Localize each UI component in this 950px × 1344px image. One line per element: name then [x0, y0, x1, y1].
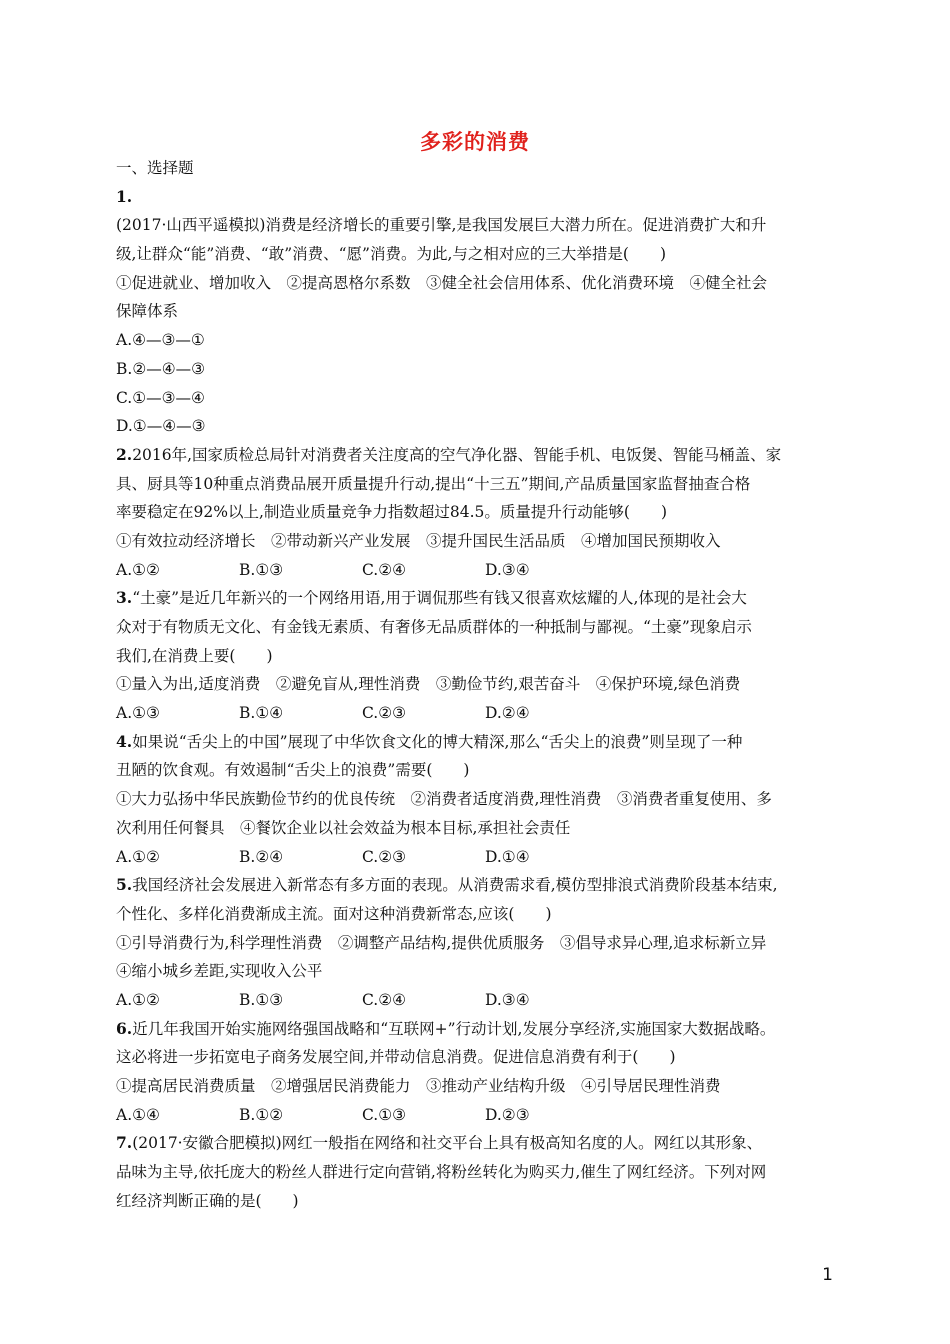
question-stem-line — [116, 728, 834, 757]
option-c: C.②③ — [362, 847, 407, 866]
page-number: 1 — [822, 1265, 833, 1285]
option-row — [116, 556, 834, 585]
question-items-line: ①促进就业、增加收入 ②提高恩格尔系数 ③健全社会信用体系、优化消费环境 ④健全社会 — [116, 273, 768, 292]
question-stem-line: 我们,在消费上要( ) — [116, 646, 273, 665]
question-stem-text: 近几年我国开始实施网络强国战略和“互联网+”行动计划,发展分享经济,实施国家大数据战略。 — [132, 1019, 776, 1038]
option-b: B.①② — [239, 1105, 284, 1124]
option-a: A.①② — [116, 560, 160, 579]
option-row — [116, 1101, 834, 1130]
option-a: A.①② — [116, 847, 160, 866]
option-b: B.①③ — [239, 990, 284, 1009]
question-stem-line: 丑陋的饮食观。有效遏制“舌尖上的浪费”需要( ) — [116, 761, 470, 780]
question-stem-line — [116, 584, 834, 613]
option-c: C.②③ — [362, 704, 407, 723]
option-a: A.①③ — [116, 704, 160, 723]
question-number: 2. — [116, 444, 133, 464]
option-b: B.①③ — [239, 560, 284, 579]
question-stem-line: 具、厨具等10种重点消费品展开质量提升行动,提出“十三五”期间,产品质量国家监督抽查合格 — [116, 474, 751, 493]
question-stem-text: 如果说“舌尖上的中国”展现了中华饮食文化的博大精深,那么“舌尖上的浪费”则呈现了一种 — [132, 732, 743, 751]
question-stem-line: 个性化、多样化消费渐成主流。面对这种消费新常态,应该( ) — [116, 904, 552, 923]
option-d: D.③④ — [485, 560, 530, 579]
option-b: B.①④ — [239, 704, 284, 723]
question-items-line: ①大力弘扬中华民族勤俭节约的优良传统 ②消费者适度消费,理性消费 ③消费者重复使用、多 — [116, 790, 772, 809]
option-d: D.②④ — [485, 704, 530, 723]
question-number: 1. — [116, 186, 133, 206]
question-stem-line: 红经济判断正确的是( ) — [116, 1191, 299, 1210]
option-a: A.①④ — [116, 1105, 160, 1124]
option-b: B.②—④—③ — [116, 359, 206, 378]
option-a: A.④—③—① — [116, 331, 205, 350]
question-6 — [116, 1015, 834, 1130]
option-d: D.①—④—③ — [116, 417, 206, 436]
section-heading: 一、选择题 — [116, 159, 194, 177]
option-c: C.②④ — [362, 990, 407, 1009]
question-7 — [116, 1129, 834, 1215]
option-row — [116, 699, 834, 728]
question-items-line: ④缩小城乡差距,实现收入公平 — [116, 962, 323, 981]
question-stem-line — [116, 871, 834, 900]
question-1 — [116, 183, 834, 441]
option-d: D.③④ — [485, 990, 530, 1009]
question-number: 7. — [116, 1133, 133, 1153]
question-list — [116, 154, 834, 1215]
option-a: A.①② — [116, 990, 160, 1009]
question-number: 5. — [116, 875, 133, 895]
question-items-line: ①提高居民消费质量 ②增强居民消费能力 ③推动产业结构升级 ④引导居民理性消费 — [116, 1077, 721, 1095]
question-items-line: ①引导消费行为,科学理性消费 ②调整产品结构,提供优质服务 ③倡导求异心理,追求标新立异 — [116, 933, 767, 952]
page-title: 多彩的消费 — [420, 129, 530, 154]
question-4 — [116, 728, 834, 871]
question-items-line: 保障体系 — [116, 302, 179, 321]
question-items-line: ①量入为出,适度消费 ②避免盲从,理性消费 ③勤俭节约,艰苦奋斗 ④保护环境,绿色消费 — [116, 675, 741, 694]
question-stem-line: 品味为主导,依托庞大的粉丝人群进行定向营销,将粉丝转化为购买力,催生了网红经济。下列对网 — [116, 1163, 767, 1182]
question-stem-text: (2017·安徽合肥模拟)网红一般指在网络和社交平台上具有极高知名度的人。网红以其形象、 — [132, 1134, 763, 1153]
option-b: B.②④ — [239, 847, 284, 866]
question-5 — [116, 871, 834, 1014]
question-2 — [116, 441, 834, 584]
question-number: 4. — [116, 731, 133, 751]
question-number: 6. — [116, 1018, 133, 1038]
option-c: C.②④ — [362, 560, 407, 579]
question-stem-line: 众对于有物质无文化、有金钱无素质、有奢侈无品质群体的一种抵制与鄙视。“土豪”现象启示 — [116, 618, 752, 636]
question-stem-line: 这必将进一步拓宽电子商务发展空间,并带动信息消费。促进信息消费有利于( ) — [116, 1048, 676, 1067]
option-d: D.②③ — [485, 1105, 530, 1124]
option-row — [116, 843, 834, 872]
option-d: D.①④ — [485, 847, 530, 866]
question-items-line: 次利用任何餐具 ④餐饮企业以社会效益为根本目标,承担社会责任 — [116, 818, 571, 837]
question-stem-line — [116, 441, 834, 470]
question-items-line: ①有效拉动经济增长 ②带动新兴产业发展 ③提升国民生活品质 ④增加国民预期收入 — [116, 531, 721, 550]
question-number: 3. — [116, 588, 133, 608]
option-row — [116, 986, 834, 1015]
question-stem-text: “土豪”是近几年新兴的一个网络用语,用于调侃那些有钱又很喜欢炫耀的人,体现的是社会大 — [132, 589, 747, 608]
question-stem-text: 我国经济社会发展进入新常态有多方面的表现。从消费需求看,模仿型排浪式消费阶段基本结束, — [132, 876, 778, 895]
question-3 — [116, 584, 834, 727]
option-c: C.①③ — [362, 1105, 407, 1124]
question-stem-text: 2016年,国家质检总局针对消费者关注度高的空气净化器、智能手机、电饭煲、智能马桶盖、家 — [132, 445, 782, 464]
question-stem-line — [116, 1129, 834, 1158]
question-stem-line — [116, 1015, 834, 1044]
question-stem-line: 级,让群众“能”消费、“敢”消费、“愿”消费。为此,与之相对应的三大举措是( ) — [116, 245, 666, 264]
question-stem-line: 率要稳定在92%以上,制造业质量竞争力指数超过84.5。质量提升行动能够( ) — [116, 503, 667, 522]
question-stem-line: (2017·山西平遥模拟)消费是经济增长的重要引擎,是我国发展巨大潜力所在。促进消费扩大和升 — [116, 216, 767, 235]
option-c: C.①—③—④ — [116, 388, 205, 407]
